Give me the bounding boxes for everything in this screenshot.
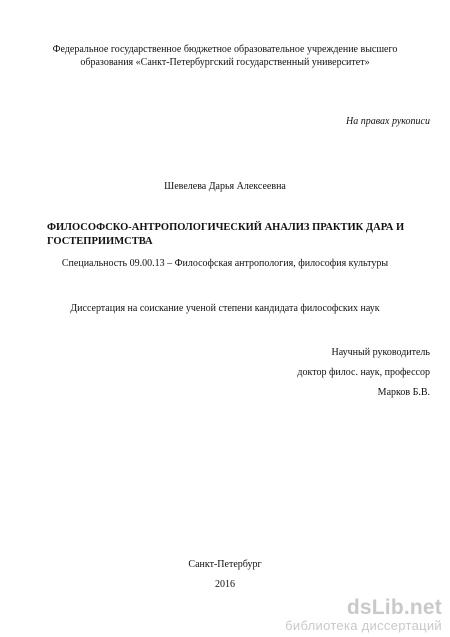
supervisor-label: Научный руководитель <box>331 347 430 358</box>
city: Санкт-Петербург <box>188 559 262 570</box>
manuscript-note: На правах рукописи <box>346 116 430 127</box>
year: 2016 <box>215 579 235 590</box>
dissertation-title <box>47 221 417 249</box>
degree-line: Диссертация на соискание ученой степени кандидата философских наук <box>70 303 380 314</box>
institution-line-2: образования «Санкт-Петербургский государственный университет» <box>80 57 370 68</box>
institution-line-1: Федеральное государственное бюджетное образовательное учреждение высшего <box>52 44 398 55</box>
watermark-subtitle: библиотека диссертаций <box>285 618 442 633</box>
watermark-logo: dsLib.net <box>346 596 442 619</box>
title-line-1: ФИЛОСОФСКО-АНТРОПОЛОГИЧЕСКИЙ АНАЛИЗ ПРАКТИК ДАРА И <box>47 222 405 233</box>
author-name: Шевелева Дарья Алексеевна <box>164 181 286 192</box>
supervisor-name: Марков Б.В. <box>377 387 430 398</box>
specialty: Специальность 09.00.13 – Философская антропология, философия культуры <box>61 258 389 269</box>
dslib-watermark <box>285 597 442 633</box>
supervisor-credentials: доктор филос. наук, профессор <box>297 367 430 378</box>
title-line-2: ГОСТЕПРИИМСТВА <box>47 236 153 247</box>
